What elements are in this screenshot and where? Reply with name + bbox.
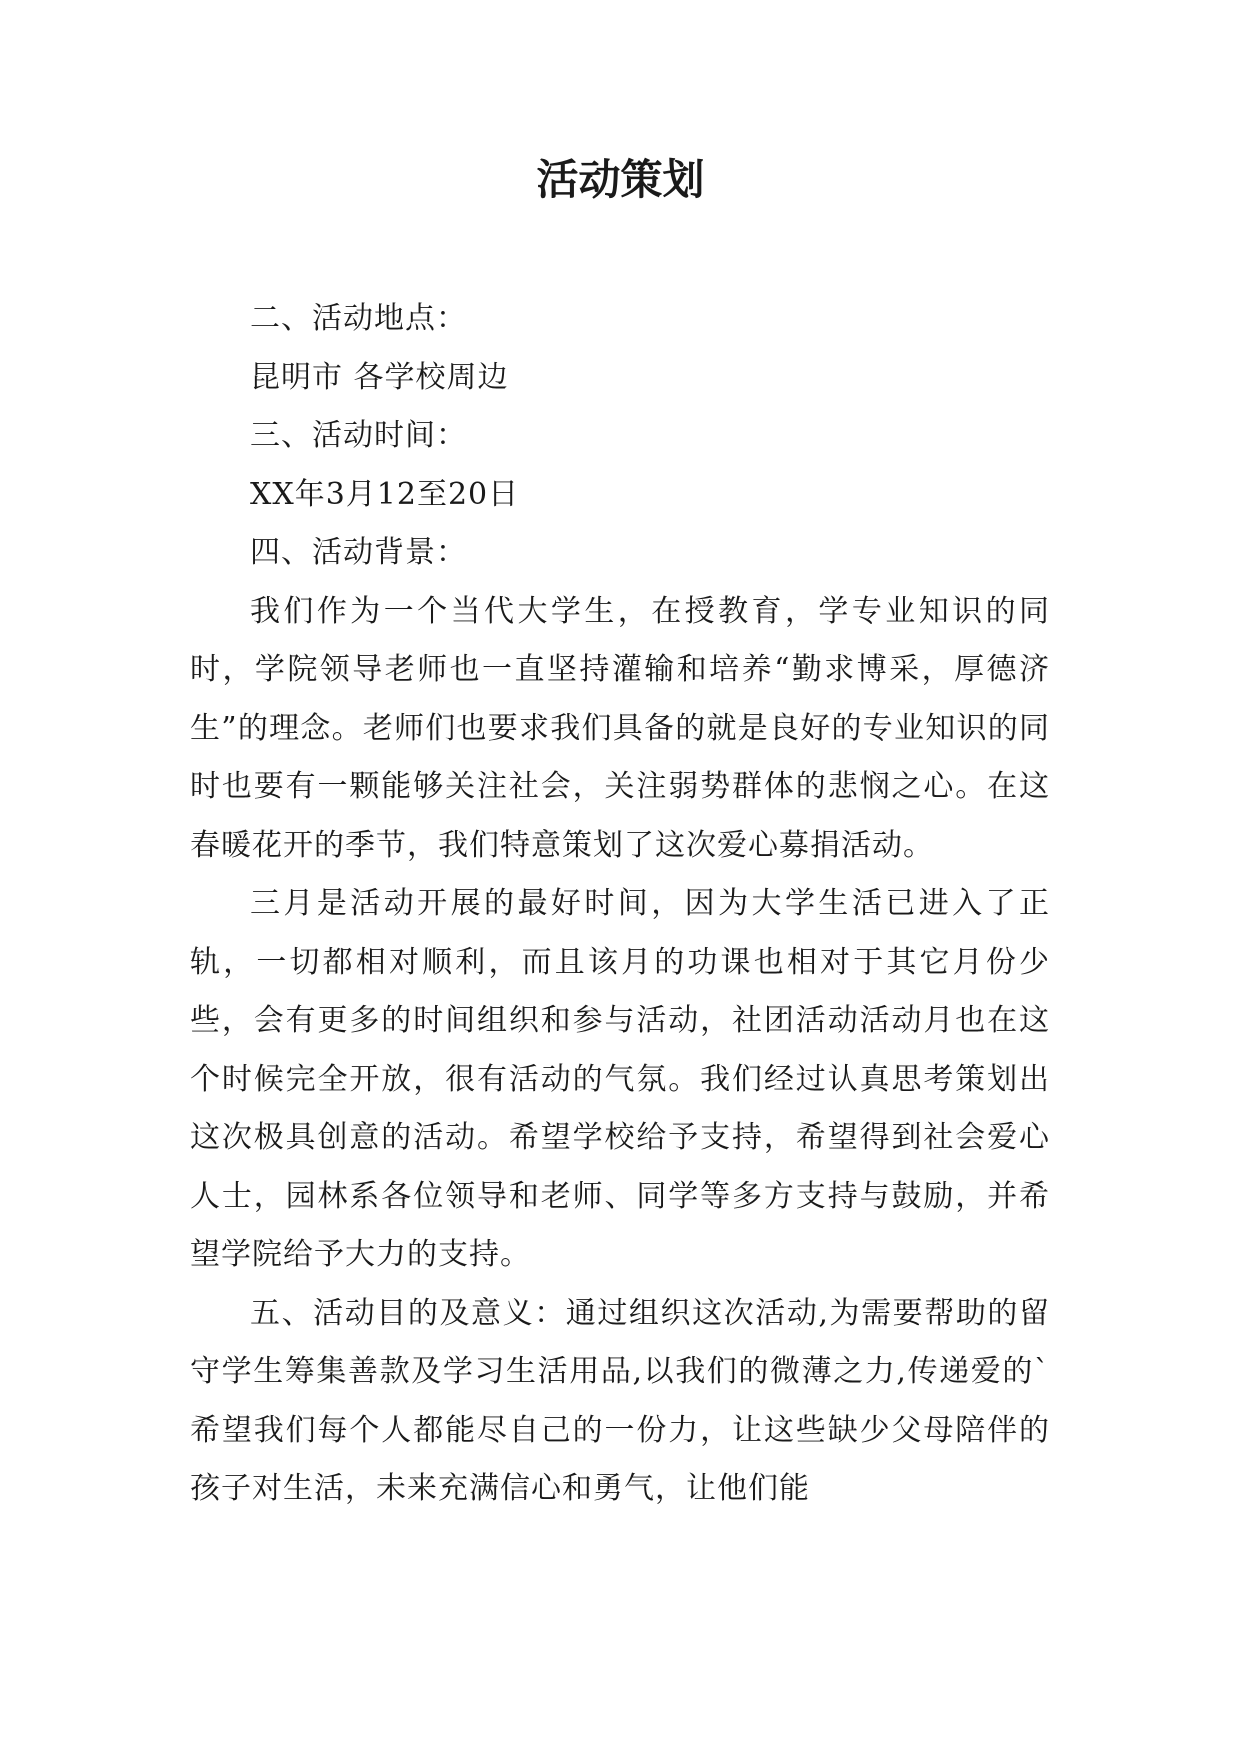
document-body	[190, 290, 1050, 1519]
background-paragraph-2: 三月是活动开展的最好时间，因为大学生活已进入了正轨，一切都相对顺利，而且该月的功课也相对于其它月份少些，会有更多的时间组织和参与活动，社团活动活动月也在这个时候完全开放，很有活动的气氛。我们经过认真思考策划出这次极具创意的活动。希望学校给予支持，希望得到社会爱心人士，园林系各位领导和老师、同学等多方支持与鼓励，并希望学院给予大力的支持。	[190, 886, 1050, 1272]
heading-time: 三、活动时间：	[250, 418, 467, 453]
location-text: 昆明市 各学校周边	[250, 359, 509, 395]
heading-location: 二、活动地点：	[250, 301, 467, 336]
background-paragraph-1: 我们作为一个当代大学生，在授教育，学专业知识的同时，学院领导老师也一直坚持灌输和培养“勤求博采，厚德济生”的理念。老师们也要求我们具备的就是良好的专业知识的同时也要有一颗能够关注社会，关注弱势群体的悲悯之心。在这春暖花开的季节，我们特意策划了这次爱心募捐活动。	[190, 593, 1050, 863]
document-title: 活动策划	[536, 155, 705, 204]
time-text: XX年3月12至20日	[250, 476, 520, 512]
purpose-paragraph: 五、活动目的及意义：通过组织这次活动,为需要帮助的留守学生筹集善款及学习生活用品,以我们的微薄之力,传递爱的`希望我们每个人都能尽自己的一份力，让这些缺少父母陪伴的孩子对生活，未来充满信心和勇气，让他们能	[190, 1295, 1050, 1506]
heading-background: 四、活动背景：	[250, 535, 467, 570]
